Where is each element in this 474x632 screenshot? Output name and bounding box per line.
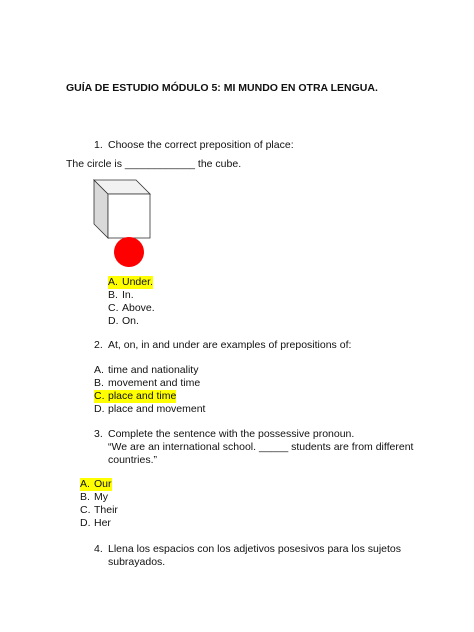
- option-text: Her: [94, 517, 111, 529]
- option-c[interactable]: [94, 390, 205, 403]
- option-letter: D.: [108, 315, 119, 327]
- option-d[interactable]: [108, 315, 155, 328]
- option-b[interactable]: [94, 377, 205, 390]
- option-letter: D.: [80, 517, 91, 529]
- option-text: movement and time: [108, 377, 201, 389]
- option-c[interactable]: [108, 302, 155, 315]
- option-b[interactable]: [80, 491, 118, 504]
- option-letter: C.: [80, 504, 91, 516]
- option-letter: B.: [94, 377, 104, 389]
- red-circle: [114, 237, 144, 267]
- question-1-text: Choose the correct preposition of place:: [108, 139, 294, 151]
- question-2: [94, 339, 351, 352]
- option-text: place and time: [108, 390, 177, 402]
- question-3-quote-line-1: “We are an international school. _____ students are from different: [108, 441, 414, 453]
- question-4: [94, 543, 401, 556]
- option-text: Their: [94, 504, 118, 516]
- question-4-text-line-2: subrayados.: [108, 556, 166, 568]
- option-text: My: [94, 491, 108, 503]
- question-1: [94, 139, 294, 152]
- document-title: GUÍA DE ESTUDIO MÓDULO 5: MI MUNDO EN OTRA LENGUA.: [66, 82, 378, 94]
- option-letter: C.: [94, 390, 105, 402]
- question-1-options: [108, 276, 155, 328]
- option-text: Under.: [122, 276, 153, 288]
- option-b[interactable]: [108, 289, 155, 302]
- option-text: place and movement: [108, 403, 206, 415]
- question-1-number: 1.: [94, 139, 103, 151]
- option-letter: A.: [108, 276, 118, 288]
- option-letter: B.: [108, 289, 118, 301]
- question-4-text-line-1: Llena los espacios con los adjetivos posesivos para los sujetos: [108, 543, 402, 555]
- option-letter: B.: [80, 491, 90, 503]
- option-a[interactable]: [80, 478, 118, 491]
- option-letter: D.: [94, 403, 105, 415]
- question-3-options: [80, 478, 118, 530]
- option-letter: A.: [94, 364, 104, 376]
- question-2-options: [94, 364, 205, 416]
- option-text: In.: [122, 289, 134, 301]
- option-d[interactable]: [80, 517, 118, 530]
- question-1-sentence: The circle is ____________ the cube.: [66, 158, 242, 170]
- option-letter: A.: [80, 478, 90, 490]
- question-2-text: At, on, in and under are examples of prepositions of:: [108, 339, 352, 351]
- option-c[interactable]: [80, 504, 118, 517]
- option-text: On.: [122, 315, 139, 327]
- option-letter: C.: [108, 302, 119, 314]
- option-d[interactable]: [94, 403, 205, 416]
- question-3-number: 3.: [94, 428, 103, 440]
- option-text: time and nationality: [108, 364, 199, 376]
- option-a[interactable]: [94, 364, 205, 377]
- question-3-quote-line-2: countries.”: [108, 454, 158, 466]
- question-2-number: 2.: [94, 339, 103, 351]
- question-3-text: Complete the sentence with the possessive pronoun.: [108, 428, 355, 440]
- option-text: Above.: [122, 302, 155, 314]
- question-3: [94, 428, 354, 441]
- option-a[interactable]: [108, 276, 155, 289]
- option-text: Our: [94, 478, 112, 490]
- cube-and-circle-figure: [90, 176, 152, 268]
- cube-front-face: [108, 194, 150, 238]
- question-4-number: 4.: [94, 543, 103, 555]
